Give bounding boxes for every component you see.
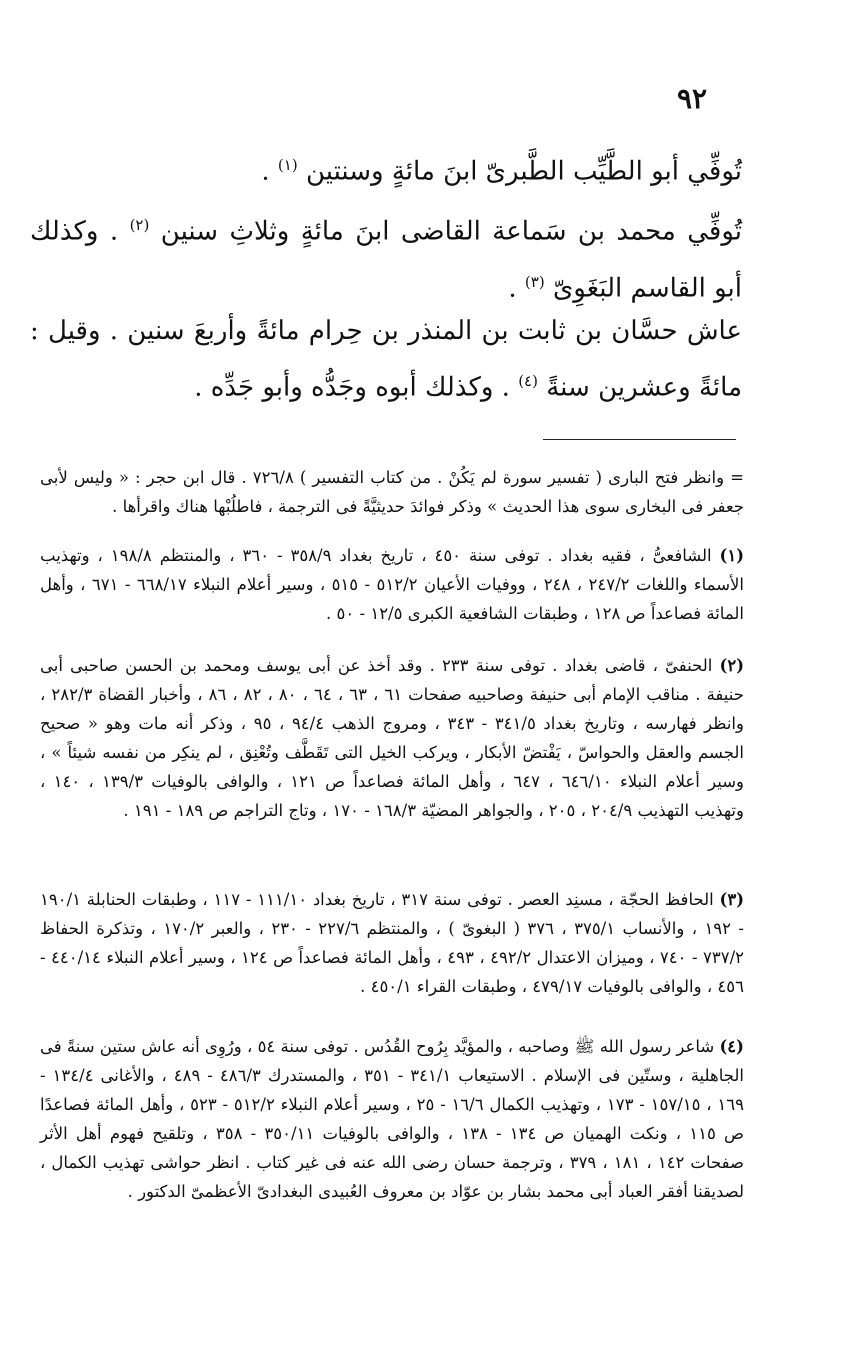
footnote-paragraph (40, 885, 744, 1001)
main-entry (30, 140, 742, 197)
footnote-paragraph (40, 541, 744, 628)
entry-text: عاش حسَّان بن ثابت بن المنذر بن حِرام مائةً وأربعَ سنين . وقيل : مائةً وعشرين سنةً (30, 316, 742, 403)
footnote-text: الحنفىّ ، قاضى بغداد . توفى سنة ٢٣٣ . وقد أخذ عن أبى يوسف ومحمد بن الحسن صاحبى أبى حنيفة . مناقب الإمام أبى حنيفة وصاحبيه صفحات ٦١ ، ٦٣ ، ٦٤ ، ٨٠ ، ٨٢ ، ٨٦ ، وأخبار القضاة ٢٨٢/٣ ، وانظر فهارسه ، وتاريخ بغداد ٣٤١/٥ - ٣٤٣ ، ومروج الذهب ٩٤/٤ ، ٩٥ ، وذكر أنه مات وهو « صحيح الجسم والعقل والحواسّ ، يَفْتضّ الأبكار ، ويركب الخيل التى تَقَطَّف وتُعْنِق ، لم ينكِر من نفسه شيئاً » ، وسير أعلام النبلاء ٦٤٦/١٠ ، ٦٤٧ ، وأهل المائة فصاعداً ص ١٢١ ، والوافى بالوفيات ١٣٩/٣ ، ١٤٠ ، وتهذيب التهذيب ٢٠٤/٩ ، ٢٠٥ ، والجواهر المضيّة ١٦٨/٣ - ١٧٠ ، وتاج التراجم ص ١٨٩ - ١٩١ . (40, 656, 744, 820)
footnote-ref: (٤) (518, 372, 538, 390)
footnote-number: (٣) (719, 890, 745, 909)
entry-paragraph (30, 140, 742, 197)
main-entry (30, 306, 742, 413)
footnote-4 (40, 1032, 744, 1206)
entry-text-mid: . وكذلك أبو القاسم البَغَوِىّ (30, 216, 742, 304)
footnote-divider (543, 439, 736, 440)
footnote-text: الشافعىُّ ، فقيه بغداد . توفى سنة ٤٥٠ ، تاريخ بغداد ٣٥٨/٩ - ٣٦٠ ، والمنتظم ١٩٨/٨ ، وتهذيب الأسماء واللغات ٢٤٧/٢ ، ٢٤٨ ، ووفيات الأعيان ٥١٢/٢ - ٥١٥ ، وسير أعلام النبلاء ٦٦٨/١٧ - ٦٧١ ، وأهل المائة فصاعداً ص ١٢٨ ، وطبقات الشافعية الكبرى ١٢/٥ - ٥٠ . (40, 546, 745, 623)
entry-text-end: . وكذلك أبوه وجَدُّه وأبو جَدِّه . (194, 372, 519, 403)
footnote-ref: (٣) (524, 272, 545, 291)
footnote-1 (40, 541, 744, 628)
footnote-text: الحافظ الحجّة ، مسنِد العصر . توفى سنة ٣١٧ ، تاريخ بغداد ١١١/١٠ - ١١٧ ، وطبقات الحنابلة ١٩٠/١ - ١٩٢ ، والأنساب ٣٧٥/١ ، ٣٧٦ ( البغوىّ ) ، والمنتظم ٢٢٧/٦ - ٢٣٠ ، والعبر ١٧٠/٢ ، وتذكرة الحفاظ ٧٣٧/٢ - ٧٤٠ ، وميزان الاعتدال ٤٩٢/٢ ، ٤٩٣ ، وأهل المائة فصاعداً ص ١٢٤ ، وسير أعلام النبلاء ٤٤٠/١٤ - ٤٥٦ ، والوافى بالوفيات ٤٧٩/١٧ ، وطبقات القراء ٤٥٠/١ . (40, 890, 744, 996)
footnote-paragraph (40, 1032, 744, 1206)
footnote-number: (٤) (719, 1037, 744, 1056)
main-entry (30, 200, 742, 313)
footnote-text: = وانظر فتح البارى ( تفسير سورة لم يَكُنْ . من كتاب التفسير ) ٧٢٦/٨ . قال ابن حجر : « وليس لأبى جعفر فى البخارى سوى هذا الحديث » وذكر فوائدَ حديثيَّةً فى الترجمة ، فاطلُبْها هناك واقرأها . (40, 468, 745, 516)
footnote-number: (٢) (719, 656, 744, 675)
entry-paragraph (30, 306, 742, 413)
entry-paragraph (30, 200, 742, 313)
footnote-3 (40, 885, 744, 1001)
footnote-number: (١) (719, 546, 745, 565)
footnote-text: شاعر رسول الله ﷺ وصاحبه ، والمؤيَّد بِرُوح القُدُس . توفى سنة ٥٤ ، ورُوِى أنه عاش ستين سنةً فى الجاهلية ، وستّين فى الإسلام . الاستيعاب ٣٤١/١ - ٣٥١ ، والمستدرك ٤٨٦/٣ - ٤٨٩ ، والأغانى ١٣٤/٤ - ١٦٩ ، ١٥٧/١٥ - ١٧٣ ، وتهذيب الكمال ١٦/٦ - ٢٥ ، وسير أعلام النبلاء ٥١٢/٢ - ٥٢٣ ، وأهل المائة فصاعدًا ص ١١٥ ، ونكت الهميان ص ١٣٤ - ١٣٨ ، والوافى بالوفيات ٣٥٠/١١ - ٣٥٨ ، وتلقيح فهوم أهل الأثر صفحات ١٤٢ ، ١٨١ ، ٣٧٩ ، وترجمة حسان رضى الله عنه فى غير كتاب . انظر حواشى تهذيب الكمال ، لصديقنا أفقر العباد أبى محمد بشار بن عوّاد بن معروف العُبيدى البغدادىّ الأعظمىّ الدكتور . (40, 1037, 744, 1201)
footnote-paragraph (40, 651, 744, 825)
footnote-ref: (٢) (129, 216, 150, 234)
entry-text: تُوفِّي أبو الطَّيِّب الطَّبرىّ ابنَ مائةٍ وسنتين (305, 156, 742, 187)
entry-text-end: . (261, 156, 278, 187)
footnote-ref: (١) (277, 156, 298, 174)
entry-text-end: . (508, 273, 525, 304)
footnote-continuation (40, 463, 744, 521)
page-number: ٩٢ (676, 82, 708, 115)
footnote-2 (40, 651, 744, 825)
entry-text: تُوفِّي محمد بن سَماعة القاضى ابنَ مائةٍ وثلاثِ سنين (160, 216, 742, 247)
